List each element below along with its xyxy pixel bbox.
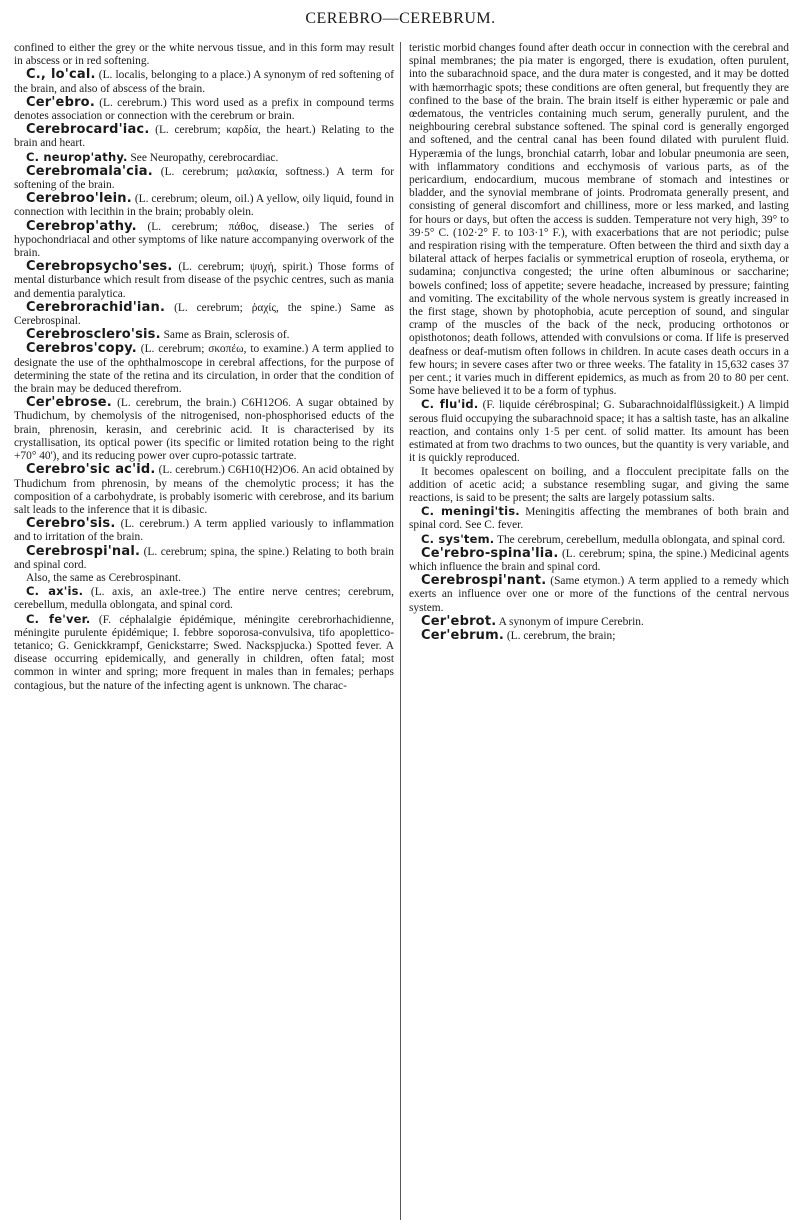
entry-headword: Cerebros'copy. [26, 341, 137, 357]
dictionary-entry [14, 165, 394, 192]
dictionary-entry [409, 533, 789, 547]
dictionary-entry [14, 342, 394, 396]
dictionary-entry [409, 505, 789, 532]
entry-definition: (L. cerebrum; μαλακία, softness.) A term for softening of the brain. [14, 165, 394, 192]
entry-headword: Cerebro'sis. [26, 516, 116, 532]
entry-headword: Cer'ebrum. [421, 627, 505, 643]
entry-definition: See Neuropathy, cerebrocardiac. [127, 151, 279, 164]
entry-definition: Same as Brain, sclerosis of. [160, 329, 290, 342]
dictionary-entry [409, 615, 789, 629]
dictionary-entry [14, 42, 394, 68]
entry-definition: (L. cerebrum.) C6H10(H2)O6. An acid obtained by Thudichum from phrenosin, by means of the chemolytic process; it has the composition of a carbohydrate, is probably isomeric with cerebrose, and its barium salt leads to the inference that it is dibasic. [14, 464, 394, 516]
entry-definition: (L. cerebrum; ψυχή, spirit.) Those forms of mental disturbance which result from disease of the psychic centres, such as mania and dementia paralytica. [14, 261, 394, 300]
dictionary-entry [14, 585, 394, 612]
entry-definition: A synonym of impure Cerebrin. [496, 615, 644, 628]
entry-definition: (L. cerebrum; oleum, oil.) A yellow, oily liquid, found in connection with lecithin in the brain; probably olein. [14, 193, 394, 219]
entry-headword: C. flu'id. [421, 397, 479, 412]
dictionary-entry [14, 68, 394, 95]
running-head: CEREBRO—CEREBRUM. [305, 10, 496, 27]
entry-definition: (L. cerebrum; spina, the spine.) Relating to both brain and spinal cord. [14, 545, 394, 571]
entry-definition: (F. liquide cérébrospinal; G. Subarachnoidalflüssigkeit.) A limpid serous fluid occupying the subarachnoid space; it has a saltish taste, has an alkaline reaction, and contains only 1·5 per cent. of solid matter. Its amount has been estimated at from two drachms to two ounces, but the quantity is very variable, and it is quickly reproduced. [409, 399, 790, 465]
entry-headword: Cer'ebro. [26, 94, 95, 110]
entry-definition: (L. axis, an axle-tree.) The entire nerve centres; cerebrum, cerebellum, medulla oblongata, and spinal cord. [14, 586, 394, 612]
dictionary-entry [409, 547, 789, 574]
entry-headword: Cer'ebrot. [421, 613, 497, 629]
entry-headword: Cerebrorachid'ian. [26, 299, 166, 315]
entry-headword: C. neurop'athy. [26, 149, 128, 164]
entry-headword: Cerebrosclero'sis. [26, 327, 161, 343]
entry-headword: Ce'rebro-spina'lia. [421, 545, 559, 561]
column-divider [400, 42, 401, 1220]
entry-headword: C. meningi'tis. [421, 504, 520, 519]
dictionary-entry [14, 463, 394, 517]
entry-definition: teristic morbid changes found after death occur in connection with the cerebral and spinal membranes; the pia mater is engorged, there is exudation, often purulent, into the subarachnoid space, and the dura mater is congested, and it may be dotted with hæmorrhagic spots; these conditions are often general, but frequently they are confined to the base of the brain. The brain itself is either hyperæmic or pale and œdematous, the ventricles containing much serum, generally purulent, and the neighbouring cerebral substance softened. The spinal cord is generally engorged and softened, and the central canal has been found dilated with purulent fluid. Hyperæmia of the lungs, bronchial catarrh, lobar and lobular pneumonia are seen, with inflammatory conditions and ecchymosis of various parts, as of the pericardium, endocardium, mucous membrane of stomach and intestines or bladder, and the synovial membrane of joints. Prodromata generally present, and consisting of general discomfort and chilliness, more or less marked, and lasting for hours or days, but often the access is sudden. Temperature not very high, 39° to 39·5° C. (102·2° F. to 103·1° F.), with exacerbations that are not periodic; pulse and respiration rising with the temperature. Often between the third and sixth day a bilateral attack of herpes facialis or symmetrical eruption of roseola, erythema, or sudamina; conjunctiva congested; the urine often albuminous or saccharine; bowels confined; loss of appetite; severe headache, increased by pressure; fainting and vomiting. The excitability of the whole nervous system is greatly increased in the first stage, shown by photophobia, acute perception of sound, and singular cramp of the muscles of the back of the neck, producing orthotonos or opisthotonos; death follows, attended with convulsions or coma. If life is preserved deafness or deaf-mutism often follows in children. In acute cases death occurs in a few hours; in severe cases after two or three weeks. The fatality in 15,632 cases 37 per cent.; it varies much in different epidemics, as much as from 20 to 80 per cent. Some have believed it to be a form of typhus. [409, 42, 789, 398]
entry-definition: (L. localis, belonging to a place.) A synonym of red softening of the brain, and also of abscess of the brain. [14, 69, 394, 95]
dictionary-entry [409, 42, 789, 398]
dictionary-entry [14, 396, 394, 463]
dictionary-entry [14, 613, 394, 693]
dictionary-entry [409, 574, 789, 615]
dictionary-entry [14, 301, 394, 328]
dictionary-entry [14, 545, 394, 572]
entry-headword: C. fe'ver. [26, 611, 91, 626]
left-column [14, 42, 394, 693]
entry-headword: Cerebrospi'nal. [26, 543, 141, 559]
entry-definition: The cerebrum, cerebellum, medulla oblongata, and spinal cord. [494, 533, 786, 546]
entry-definition: (Same etymon.) A term applied to a remedy which exerts an influence over one or more of the functions of the central nervous system. [409, 575, 789, 614]
dictionary-entry [409, 629, 789, 643]
dictionary-entry [14, 220, 394, 261]
entry-definition: (L. cerebrum; spina, the spine.) Medicinal agents which influence the brain and spinal cord. [409, 547, 789, 573]
entry-definition: (L. cerebrum; ῥαχίς, the spine.) Same as Cerebrospinal. [14, 301, 394, 328]
entry-definition: (L. cerebrum; σκοπέω, to examine.) A term applied to designate the use of the ophthalmoscope in cerebral affections, for the purpose of determining the state of the retina and its circulation, in order that the condition of the brain may be deduced therefrom. [14, 343, 394, 396]
entry-definition: Meningitis affecting the membranes of both brain and spinal cord. See C. fever. [409, 506, 790, 532]
dictionary-entry [409, 466, 789, 506]
entry-headword: C., lo'cal. [26, 67, 96, 83]
entry-definition: (L. cerebrum.) A term applied variously to inflammation and to irritation of the brain. [14, 518, 394, 544]
entry-definition: (L. cerebrum, the brain.) C6H12O6. A sugar obtained by Thudichum, by chemolysis of the nitrogenised, non-phosphorised educts of the brain, phrenosin, kerasin, and cerebrinic acid. It is characterised by its crystallisation, its optical power (its specific or limited rotation being to the right +70° 40'), and its reducing power over cupro-potassic tartrate. [14, 397, 394, 463]
entry-headword: Cerebro'sic ac'id. [26, 462, 156, 478]
dictionary-entry [14, 192, 394, 219]
right-column [409, 42, 789, 643]
entry-headword: Cerebromala'cia. [26, 163, 153, 179]
entry-headword: Cerebropsycho'ses. [26, 259, 173, 275]
entry-headword: C. ax'is. [26, 584, 84, 599]
entry-definition: (L. cerebrum; πάθος, disease.) The series of hypochondriacal and other symptoms of like nature accompanying overwork of the brain. [14, 220, 394, 260]
entry-headword: C. sys'tem. [421, 531, 495, 546]
dictionary-entry [14, 260, 394, 301]
dictionary-entry [14, 517, 394, 544]
entry-definition: Also, the same as Cerebrospinant. [26, 571, 182, 584]
entry-definition: (L. cerebrum, the brain; [504, 629, 616, 642]
entry-definition: (L. cerebrum; καρδία, the heart.) Relating to the brain and heart. [14, 124, 394, 150]
entry-headword: Cerebrop'athy. [26, 218, 137, 234]
entry-definition: (L. cerebrum.) This word used as a prefix in compound terms denotes association or connection with the cerebrum or brain. [14, 96, 394, 123]
entry-headword: Cerebroo'lein. [26, 191, 132, 207]
entry-definition: (F. céphalalgie épidémique, méningite cerebrorhachidienne, méningite purulente épidémique; I. febbre soporosa-convulsiva, tifo apoplettico-tetanico; G. Genickkrampf, Genickstarre; Swed. Nackspjucka.) Spotted fever. A disease occurring epidemically, and generally in children, often fatal; most common in winter and spring; more frequent in males than in females; perhaps contagious, but the nature of the infecting agent is unknown. The charac- [14, 613, 394, 692]
entry-headword: Cer'ebrose. [26, 395, 112, 411]
dictionary-entry [14, 328, 394, 342]
entry-definition: It becomes opalescent on boiling, and a flocculent precipitate falls on the addition of acetic acid; a substance resembling sugar, and giving the same reactions, is said to be present; the salts are largely potassium salts. [409, 465, 789, 504]
dictionary-entry [14, 151, 394, 165]
dictionary-entry [409, 398, 789, 465]
dictionary-entry [14, 123, 394, 150]
dictionary-entry [14, 96, 394, 123]
entry-headword: Cerebrospi'nant. [421, 573, 547, 589]
entry-headword: Cerebrocard'iac. [26, 122, 150, 138]
entry-definition: confined to either the grey or the white nervous tissue, and in this form may result in abscess or in red softening. [14, 42, 394, 68]
